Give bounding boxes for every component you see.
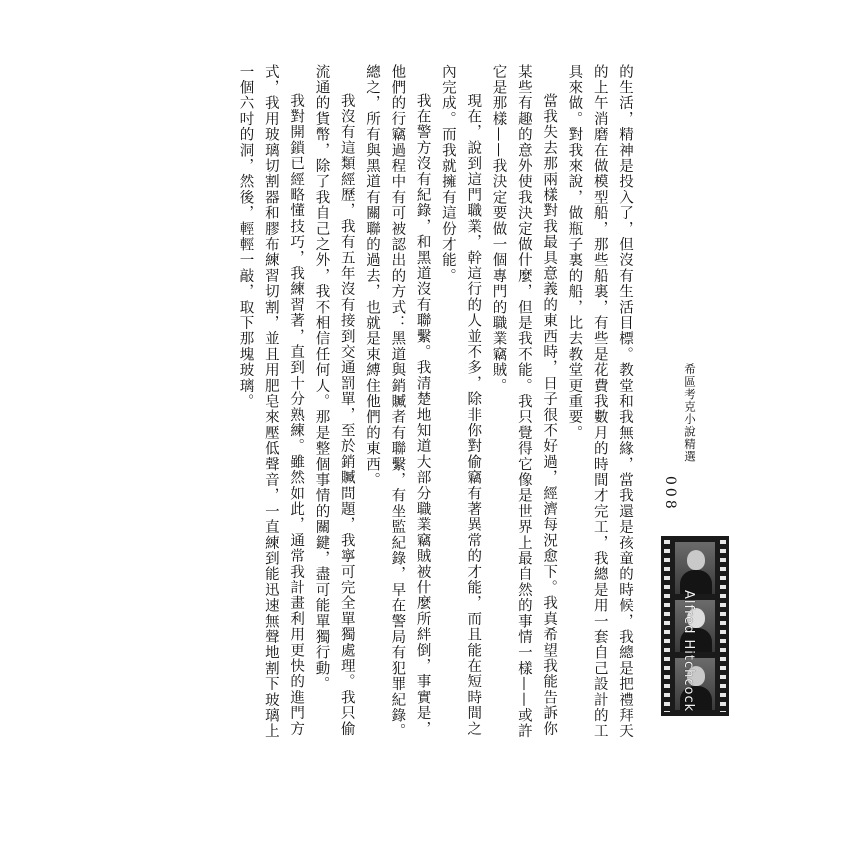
paragraph-4: 我在警方沒有紀錄，和黑道沒有聯繫。我清楚地知道大部分職業竊賊被什麼所絆倒，事實是，他們的行竊過程中有可被認出的方式：黑道與銷贓者有聯繫，有坐監紀錄，早在警局有犯罪紀錄。總之，所有與黑道有關聯的過去，也就是束縛住他們的東西。 xyxy=(364,64,431,740)
film-frame-portrait xyxy=(675,542,715,594)
series-title: 希區考克小說精選 xyxy=(683,363,697,463)
paragraph-2: 當我失去那兩樣對我最具意義的東西時，日子很不好過，經濟每況愈下。我真希望我能告訴你某些有趣的意外使我決定做什麼，但是我不能。我只覺得它像是世界上最自然的事情一樣——或許它是那樣——我決定要做一個專門的職業竊賊。 xyxy=(490,64,558,740)
portrait-head xyxy=(687,550,705,570)
film-perforations-left xyxy=(664,540,670,712)
page-number: 008 xyxy=(662,476,678,512)
paragraph-1: 的生活，精神是投入了，但沒有生活目標。教堂和我無緣，當我還是孩童的時候，我總是把禮拜天的上午消磨在做模型船，那些船裏，有些是花費我數月的時間才完工，我總是用一套自己設計的工具來做。對我來說，做瓶子裏的船，比去教堂更重要。 xyxy=(566,64,633,740)
author-name: Alfred Hitchcock xyxy=(681,590,696,713)
paragraph-6: 我對開鎖已經略懂技巧，我練習著，直到十分熟練。雖然如此，通常我計畫利用更快的進門方式，我用玻璃切割器和膠布練習切割，並且用肥皂來壓低聲音，一直練到能迅速無聲地割下玻璃上一個六吋的洞，然後，輕輕一敲，取下那塊玻璃。 xyxy=(237,64,305,740)
body-text xyxy=(232,64,637,740)
paragraph-3: 現在，說到這門職業，幹這行的人並不多，除非你對偷竊有著異常的才能，而且能在短時間之內完成。而我就擁有這份才能。 xyxy=(439,64,482,737)
paragraph-5: 我沒有這類經歷，我有五年沒有接到交通罰單，至於銷贓問題，我寧可完全單獨處理。我只偷流通的貨幣，除了我自己之外，我不相信任何人。那是整個事情的關鍵，盡可能單獨行動。 xyxy=(313,64,355,737)
film-perforations-right xyxy=(720,540,726,712)
